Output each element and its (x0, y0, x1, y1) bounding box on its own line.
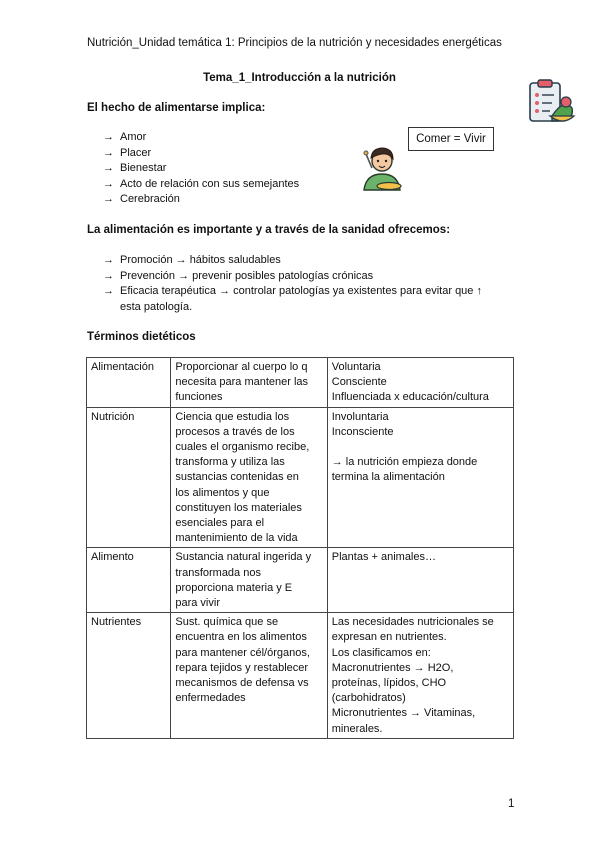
cell-line: esenciales para el (175, 517, 265, 530)
cell-line: mecanismos de defensa vs (175, 677, 309, 690)
cell-line: Involuntaria (331, 410, 389, 423)
dietetic-terms-table (86, 357, 514, 739)
list-item: → Promoción → hábitos saludables (103, 253, 482, 269)
term-cell: Alimentación (87, 358, 171, 408)
arrow-icon: → (103, 177, 114, 190)
implications-list (103, 130, 299, 208)
definition-cell (171, 548, 327, 613)
cell-line: transforma y utiliza las (175, 456, 285, 469)
arrow-icon: → (103, 285, 114, 298)
notes-cell (327, 358, 513, 408)
arrow-icon: → (103, 269, 114, 282)
list-item: → Cerebración (103, 192, 299, 208)
table-row (87, 548, 514, 613)
cell-line: (carbohidratos) (331, 692, 406, 705)
list-item: → Amor (103, 130, 299, 146)
cell-line: Influenciada x educación/cultura (331, 391, 489, 404)
arrow-icon: → (103, 162, 114, 175)
document-title: Tema_1_Introducción a la nutrición (203, 72, 396, 84)
term-cell: Nutrición (87, 407, 171, 548)
cell-line: enfermedades (175, 692, 246, 705)
list-item: → Acto de relación con sus semejantes (103, 177, 299, 193)
cell-line: sustancias contenidas en (175, 471, 299, 484)
term-cell: Alimento (87, 548, 171, 613)
cell-line: Las necesidades nutricionales se (331, 616, 494, 629)
cell-line: Plantas + animales… (331, 551, 436, 564)
cell-line: Ciencia que estudia los (175, 410, 290, 423)
cell-line: Consciente (331, 376, 387, 389)
cell-line: termina la alimentación (331, 471, 445, 484)
cell-line: expresan en nutrientes. (331, 631, 447, 644)
notes-cell (327, 407, 513, 548)
health-offer-list (103, 253, 482, 315)
cell-line: proporciona materia y E (175, 581, 293, 594)
table-row (87, 407, 514, 548)
list-item: → Eficacia terapéutica → controlar patologías ya existentes para evitar que ↑ (103, 284, 482, 300)
definition-cell (171, 358, 327, 408)
definition-cell (171, 407, 327, 548)
table-row (87, 358, 514, 408)
cell-line: para mantener cél/órganos, (175, 646, 310, 659)
list-item: → Bienestar (103, 161, 299, 177)
cell-line: → la nutrición empieza donde (331, 456, 478, 469)
cell-line: procesos a través de los (175, 425, 295, 438)
table-row (87, 613, 514, 739)
page-header: Nutrición_Unidad temática 1: Principios de la nutrición y necesidades energéticas (87, 37, 502, 49)
cell-line: los alimentos y que (175, 486, 270, 499)
cell-line: Sust. química que se (175, 616, 279, 629)
person-eating-icon (356, 144, 408, 192)
cell-line: Sustancia natural ingerida y (175, 551, 312, 564)
cell-line: para vivir (175, 597, 220, 610)
cell-line: funciones (175, 391, 223, 404)
cell-line: cuales el organismo recibe, (175, 441, 310, 454)
cell-line: Micronutrientes → Vitaminas, (331, 707, 476, 720)
section2-heading: La alimentación es importante y a través de la sanidad ofrecemos: (87, 224, 451, 236)
cell-line (332, 440, 509, 455)
cell-line: necesita para mantener las (175, 376, 309, 389)
section3-heading: Términos dietéticos (87, 331, 196, 343)
cell-line: Proporcionar al cuerpo lo q (175, 361, 308, 373)
section1-heading: El hecho de alimentarse implica: (87, 102, 266, 114)
nutrition-clipboard-icon (526, 78, 576, 124)
cell-line: repara tejidos y restablecer (175, 661, 309, 674)
notes-cell (327, 613, 513, 739)
cell-line: transformada nos (175, 566, 261, 579)
cell-line: Voluntaria (331, 361, 381, 373)
list-item: → Placer (103, 146, 299, 162)
arrow-icon: → (103, 131, 114, 143)
cell-line: constituyen los materiales (175, 501, 302, 514)
arrow-icon: → (103, 146, 114, 159)
arrow-icon: → (103, 193, 114, 206)
cell-line: Macronutrientes → H2O, (331, 661, 454, 674)
comer-vivir-box: Comer = Vivir (408, 127, 494, 151)
list-item: → Prevención → prevenir posibles patologías crónicas (103, 269, 482, 285)
list-item-continuation: esta patología. (120, 300, 193, 313)
cell-line: Los clasificamos en: (331, 646, 431, 659)
term-cell: Nutrientes (87, 613, 171, 739)
cell-line: encuentra en los alimentos (175, 631, 307, 644)
page-number: 1 (508, 798, 515, 810)
cell-line: proteínas, lípidos, CHO (331, 677, 447, 690)
definition-cell (171, 613, 327, 739)
cell-line: minerales. (331, 722, 383, 735)
notes-cell (327, 548, 513, 613)
arrow-icon: → (103, 254, 114, 266)
cell-line: Inconsciente (331, 425, 394, 438)
cell-line: mantenimiento de la vida (175, 532, 298, 545)
